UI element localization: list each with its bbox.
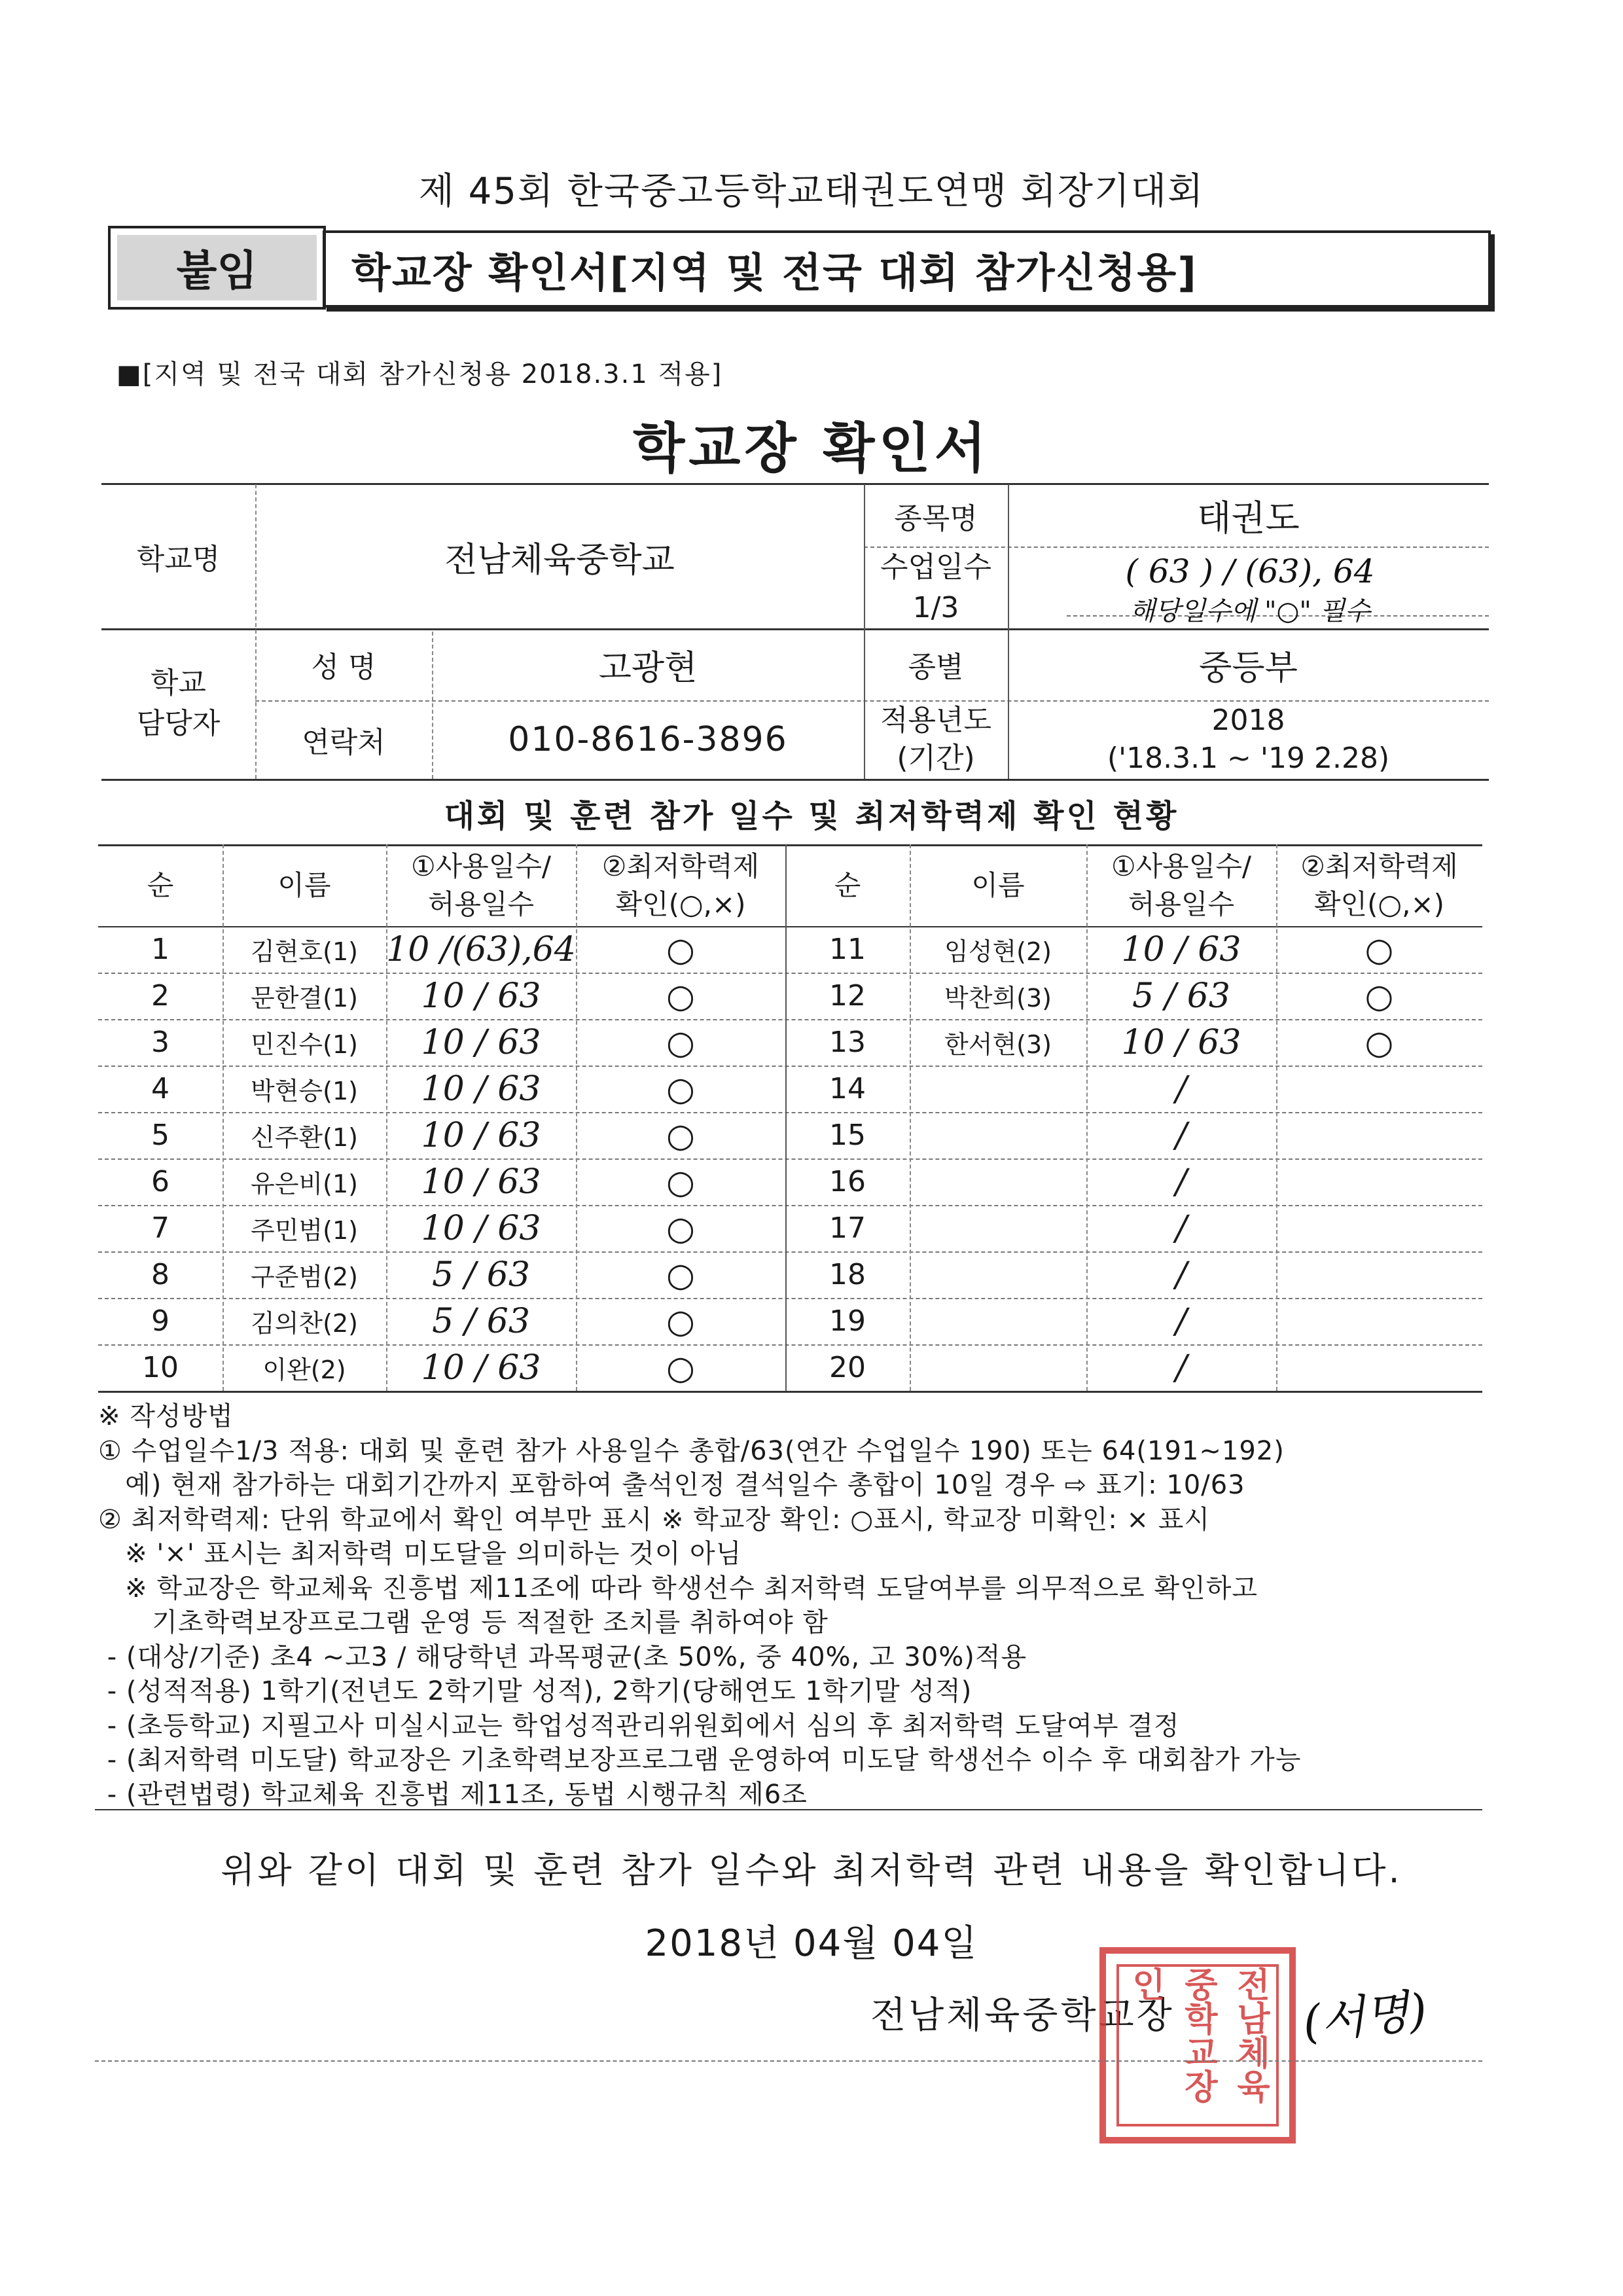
- row-name: [910, 1298, 1086, 1344]
- subtitle: ■[지역 및 전국 대회 참가신청용 2018.3.1 적용]: [116, 359, 723, 389]
- division-value: 중등부: [1199, 648, 1298, 688]
- row-check: ○: [666, 1116, 695, 1155]
- note-line: 예) 현재 참가하는 대회기간까지 포함하여 출석인정 결석일수 총합이 10일 경우 ⇨ 표기: 10/63: [98, 1470, 1245, 1500]
- row-name: [910, 1066, 1086, 1112]
- row-name: 김현호(1): [251, 937, 358, 966]
- left-header-no-line-1: 순: [147, 869, 174, 901]
- year-label-1: 적용년도: [880, 704, 991, 737]
- note-line: - (관련법령) 학교체육 진흥법 제11조, 동법 시행규칙 제6조: [98, 1779, 808, 1810]
- sport-value: 태권도: [1197, 497, 1300, 539]
- days-label-1: 수업일수: [880, 550, 991, 584]
- note-line: ※ 작성방법: [98, 1401, 234, 1431]
- row-no: 7: [151, 1211, 169, 1245]
- row-name: 박찬희(3): [944, 984, 1052, 1013]
- row-check: ○: [666, 1209, 695, 1247]
- row-days: 10 / 63: [421, 1069, 541, 1109]
- row-check: ○: [666, 1069, 695, 1108]
- left-header-check-line-2: 확인(○,×): [615, 888, 746, 920]
- row-name: 구준범(2): [251, 1263, 358, 1291]
- row-no: 2: [151, 979, 169, 1013]
- row-days: 5 / 63: [1132, 976, 1230, 1016]
- signature: (서명): [1300, 1983, 1430, 2050]
- days-note: 해당일수에 "○" 필수: [1130, 596, 1370, 626]
- row-check: ○: [1364, 930, 1394, 969]
- row-no: 16: [829, 1165, 866, 1198]
- seal-text: 전남체육중학교장인: [1116, 1964, 1279, 2126]
- row-check: ○: [666, 1023, 695, 1062]
- note-line: ※ 학교장은 학교체육 진흥법 제11조에 따라 학생선수 최저학력 도달여부를 의무적으로 확인하고: [98, 1573, 1258, 1604]
- row-name: [910, 1158, 1086, 1205]
- row-days: 10 / 63: [1121, 929, 1241, 969]
- row-days: /: [1175, 1301, 1187, 1341]
- event-title: 제 45회 한국중고등학교태권도연맹 회장기대회: [418, 170, 1205, 213]
- row-days: 10 /(63),64: [386, 929, 576, 969]
- row-check: [1276, 1112, 1482, 1158]
- row-name: 한서현(3): [944, 1030, 1052, 1059]
- division-label: 종별: [908, 651, 964, 684]
- section-title: 대회 및 훈련 참가 일수 및 최저학력제 확인 현황: [444, 798, 1179, 834]
- row-name: [910, 1251, 1086, 1298]
- row-no: 14: [829, 1072, 866, 1105]
- row-check: ○: [666, 1348, 695, 1387]
- row-check: ○: [666, 1255, 695, 1294]
- year-value-1: 2018: [1211, 704, 1285, 737]
- row-days: 10 / 63: [1121, 1022, 1241, 1062]
- row-check: ○: [666, 930, 695, 969]
- row-check: [1276, 1205, 1482, 1251]
- row-name: 이완(2): [262, 1355, 346, 1384]
- row-check: ○: [1364, 977, 1394, 1015]
- row-name: [910, 1344, 1086, 1391]
- row-no: 15: [829, 1119, 866, 1152]
- note-line: - (초등학교) 지필고사 미실시교는 학업성적관리위원회에서 심의 후 최저학력 도달여부 결정: [98, 1710, 1180, 1741]
- row-name: 김의찬(2): [251, 1309, 358, 1338]
- row-no: 4: [151, 1072, 169, 1105]
- days-label-2: 1/3: [912, 590, 959, 624]
- left-header-name: [223, 844, 386, 926]
- principal-name: 전남체육중학교장: [870, 1994, 1175, 2037]
- row-name: 임성현(2): [944, 937, 1052, 966]
- row-days: 10 / 63: [421, 1162, 541, 1202]
- note-line: - (최저학력 미도달) 학교장은 기초학력보장프로그램 운영하여 미도달 학생선수 이수 후 대회참가 가능: [98, 1745, 1302, 1775]
- row-check: [1276, 1298, 1482, 1344]
- right-header-name: [910, 844, 1086, 926]
- row-days: 5 / 63: [432, 1301, 530, 1341]
- right-header-no-line-1: 순: [834, 869, 861, 901]
- left-header-no: [98, 844, 223, 926]
- row-check: [1276, 1158, 1482, 1205]
- row-name: 주민범(1): [251, 1216, 358, 1245]
- right-header-no: [785, 844, 910, 926]
- row-no: 3: [151, 1026, 169, 1059]
- year-value-2: ('18.3.1 ~ '19 2.28): [1107, 742, 1390, 775]
- row-check: [1276, 1066, 1482, 1112]
- row-no: 12: [829, 979, 866, 1013]
- contact-value: 010-8616-3896: [508, 720, 788, 759]
- row-no: 9: [151, 1304, 169, 1338]
- row-name: [910, 1205, 1086, 1251]
- row-name: 민진수(1): [251, 1030, 358, 1059]
- row-no: 20: [829, 1351, 866, 1384]
- row-check: ○: [1364, 1023, 1394, 1062]
- row-days: /: [1175, 1208, 1187, 1248]
- right-header-check: [1276, 844, 1482, 926]
- row-name: 유은비(1): [251, 1170, 358, 1198]
- manager-label-1: 학교: [150, 666, 206, 700]
- row-name: [910, 1112, 1086, 1158]
- row-no: 13: [829, 1026, 866, 1059]
- row-no: 10: [142, 1351, 179, 1384]
- row-days: /: [1175, 1348, 1187, 1388]
- row-days: 10 / 63: [421, 1208, 541, 1248]
- right-header-check-line-2: 확인(○,×): [1313, 888, 1445, 920]
- row-check: ○: [666, 1302, 695, 1340]
- right-header-days-line-2: 허용일수: [1128, 888, 1235, 920]
- left-header-check: [576, 844, 785, 926]
- row-days: 10 / 63: [421, 976, 541, 1016]
- school-label: 학교명: [136, 543, 221, 576]
- row-days: /: [1175, 1162, 1187, 1202]
- doc-title: 학교장 확인서: [633, 418, 990, 480]
- row-name: 문한결(1): [251, 984, 358, 1013]
- manager-label-2: 담당자: [136, 707, 221, 740]
- note-line: - (대상/기준) 초4 ~고3 / 해당학년 과목평균(초 50%, 중 40%, 고 30%)적용: [98, 1641, 1027, 1672]
- row-days: 10 / 63: [421, 1348, 541, 1388]
- right-header-name-line-1: 이름: [971, 869, 1025, 901]
- row-days: 10 / 63: [421, 1115, 541, 1155]
- official-seal: [1099, 1947, 1296, 2144]
- row-no: 17: [829, 1211, 866, 1245]
- row-days: /: [1175, 1115, 1187, 1155]
- school-value: 전남체육중학교: [444, 540, 675, 580]
- row-no: 8: [151, 1258, 169, 1291]
- right-header-days-line-1: ①사용일수/: [1111, 850, 1252, 882]
- row-name: 신주환(1): [251, 1123, 358, 1152]
- row-days: 10 / 63: [421, 1022, 541, 1062]
- note-line: 기초학력보장프로그램 운영 등 적절한 조치를 취하여야 함: [98, 1607, 829, 1638]
- row-name: 박현승(1): [251, 1077, 358, 1105]
- row-no: 6: [151, 1165, 169, 1198]
- note-line: ② 최저학력제: 단위 학교에서 확인 여부만 표시 ※ 학교장 확인: ○표시, 학교장 미확인: × 표시: [98, 1504, 1211, 1535]
- left-header-days: [386, 844, 576, 926]
- row-check: ○: [666, 977, 695, 1015]
- right-header-check-line-1: ②최저학력제: [1300, 850, 1458, 882]
- year-label-2: (기간): [897, 742, 975, 775]
- left-header-check-line-1: ②최저학력제: [601, 850, 760, 882]
- attachment-label: 붙임: [117, 235, 317, 300]
- row-days: 5 / 63: [432, 1255, 530, 1295]
- name-value: 고광현: [598, 648, 698, 688]
- row-no: 18: [829, 1258, 866, 1291]
- date: 2018년 04월 04일: [645, 1922, 978, 1965]
- contact-label: 연락처: [302, 726, 385, 759]
- row-no: 1: [151, 933, 169, 966]
- row-check: [1276, 1251, 1482, 1298]
- left-header-name-line-1: 이름: [277, 869, 331, 901]
- row-check: ○: [666, 1162, 695, 1201]
- row-no: 11: [829, 933, 866, 966]
- name-label: 성 명: [311, 651, 376, 684]
- right-header-days: [1086, 844, 1276, 926]
- row-days: /: [1175, 1255, 1187, 1295]
- row-no: 5: [151, 1119, 169, 1152]
- sport-label: 종목명: [894, 501, 978, 535]
- row-days: /: [1175, 1069, 1187, 1109]
- left-header-days-line-1: ①사용일수/: [410, 850, 552, 882]
- row-check: [1276, 1344, 1482, 1391]
- days-value: ( 63 ) / (63), 64: [1125, 552, 1375, 590]
- attachment-title: 학교장 확인서[지역 및 전국 대회 참가신청용]: [351, 248, 1198, 296]
- note-line: - (성적적용) 1학기(전년도 2학기말 성적), 2학기(당해연도 1학기말 성적): [98, 1676, 972, 1706]
- row-no: 19: [829, 1304, 866, 1338]
- confirm-text: 위와 같이 대회 및 훈련 참가 일수와 최저학력 관련 내용을 확인합니다.: [221, 1850, 1402, 1891]
- left-header-days-line-2: 허용일수: [427, 888, 535, 920]
- note-line: ※ '×' 표시는 최저학력 미도달을 의미하는 것이 아님: [98, 1539, 742, 1569]
- note-line: ① 수업일수1/3 적용: 대회 및 훈련 참가 사용일수 총합/63(연간 수업일수 190) 또는 64(191~192): [98, 1435, 1285, 1466]
